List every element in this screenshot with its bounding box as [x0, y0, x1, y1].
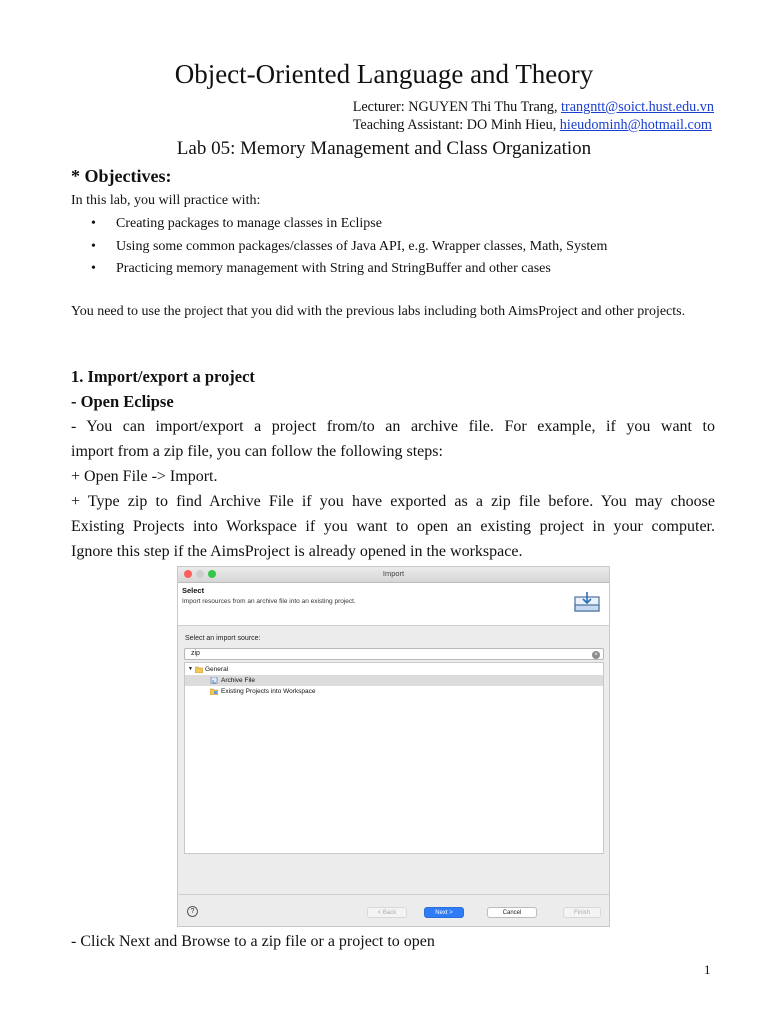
dialog-header	[178, 583, 609, 626]
dialog-header-description: Import resources from an archive file into an existing project.	[182, 598, 356, 605]
section-heading-import-export: 1. Import/export a project	[71, 367, 255, 386]
list-item	[71, 236, 607, 259]
objectives-heading: * Objectives:	[71, 166, 172, 186]
import-wizard-icon	[573, 591, 601, 613]
tree-item-existing-projects[interactable]	[185, 686, 603, 697]
instruction-line: Existing Projects into Workspace if you want to open an existing project in your computer.	[71, 518, 715, 535]
click-next-paragraph: - Click Next and Browse to a zip file or a project to open	[71, 933, 435, 950]
dialog-header-title: Select	[182, 586, 205, 595]
dialog-title: Import	[382, 569, 405, 578]
import-source-label: Select an import source:	[185, 635, 261, 642]
lab-title: Lab 05: Memory Management and Class Organization	[176, 138, 592, 159]
bullet-icon: •	[91, 216, 96, 231]
import-source-tree[interactable]	[184, 662, 604, 854]
import-dialog-screenshot	[177, 566, 610, 927]
objectives-list	[71, 213, 607, 281]
help-icon[interactable]: ?	[187, 906, 198, 917]
list-item-text: Creating packages to manage classes in Eclipse	[116, 216, 382, 231]
lecturer-line	[353, 98, 714, 116]
list-item-text: Practicing memory management with String and StringBuffer and other cases	[116, 261, 551, 276]
bullet-icon: •	[91, 238, 96, 254]
dialog-titlebar	[178, 567, 609, 583]
tree-item-label: Archive File	[221, 677, 255, 684]
page-number: 1	[704, 962, 711, 977]
tree-group-general[interactable]	[185, 664, 603, 675]
list-item	[71, 258, 607, 281]
next-button[interactable]: Next >	[424, 907, 464, 918]
bullet-icon: •	[91, 261, 96, 276]
instruction-line: + Open File -> Import.	[71, 468, 218, 485]
import-instructions	[71, 414, 715, 564]
credits-block	[353, 98, 714, 134]
archive-file-icon	[210, 677, 218, 684]
lecturer-text: Lecturer: NGUYEN Thi Thu Trang,	[352, 99, 562, 115]
list-item-text: Using some common packages/classes of Java API, e.g. Wrapper classes, Math, System	[116, 238, 608, 254]
import-source-filter-input[interactable]	[184, 648, 604, 660]
clear-filter-icon[interactable]: ×	[592, 651, 600, 659]
lecturer-email-link[interactable]: trangntt@soict.hust.edu.vn	[561, 99, 714, 115]
tree-group-label: General	[205, 666, 229, 673]
ta-email-link[interactable]: hieudominh@hotmail.com	[559, 117, 712, 133]
open-eclipse-step: - Open Eclipse	[71, 392, 174, 411]
finish-button[interactable]: Finish	[563, 907, 601, 918]
list-item	[71, 213, 607, 236]
ta-line	[353, 116, 714, 134]
instruction-line: import from a zip file, you can follow the following steps:	[71, 443, 443, 460]
instruction-line: + Type zip to find Archive File if you have exported as a zip file before. You may choose	[71, 493, 715, 510]
document-title: Object-Oriented Language and Theory	[174, 59, 594, 89]
project-paragraph: You need to use the project that you did with the previous labs including both AimsProject and other projects.	[71, 304, 686, 319]
expand-arrow-icon[interactable]: ▼	[188, 666, 193, 672]
filter-input-value: zip	[191, 650, 200, 657]
tree-item-archive-file[interactable]	[185, 675, 603, 686]
back-button[interactable]: < Back	[367, 907, 407, 918]
instruction-line: Ignore this step if the AimsProject is already opened in the workspace.	[71, 543, 523, 560]
tree-item-label: Existing Projects into Workspace	[221, 688, 316, 695]
ta-text: Teaching Assistant: DO Minh Hieu,	[352, 117, 560, 133]
objectives-intro: In this lab, you will practice with:	[71, 193, 261, 208]
folder-icon	[195, 666, 203, 673]
instruction-line: - You can import/export a project from/to an archive file. For example, if you want to	[71, 418, 715, 435]
cancel-button[interactable]: Cancel	[487, 907, 537, 918]
dialog-footer	[178, 894, 609, 927]
project-folder-icon	[210, 688, 218, 695]
